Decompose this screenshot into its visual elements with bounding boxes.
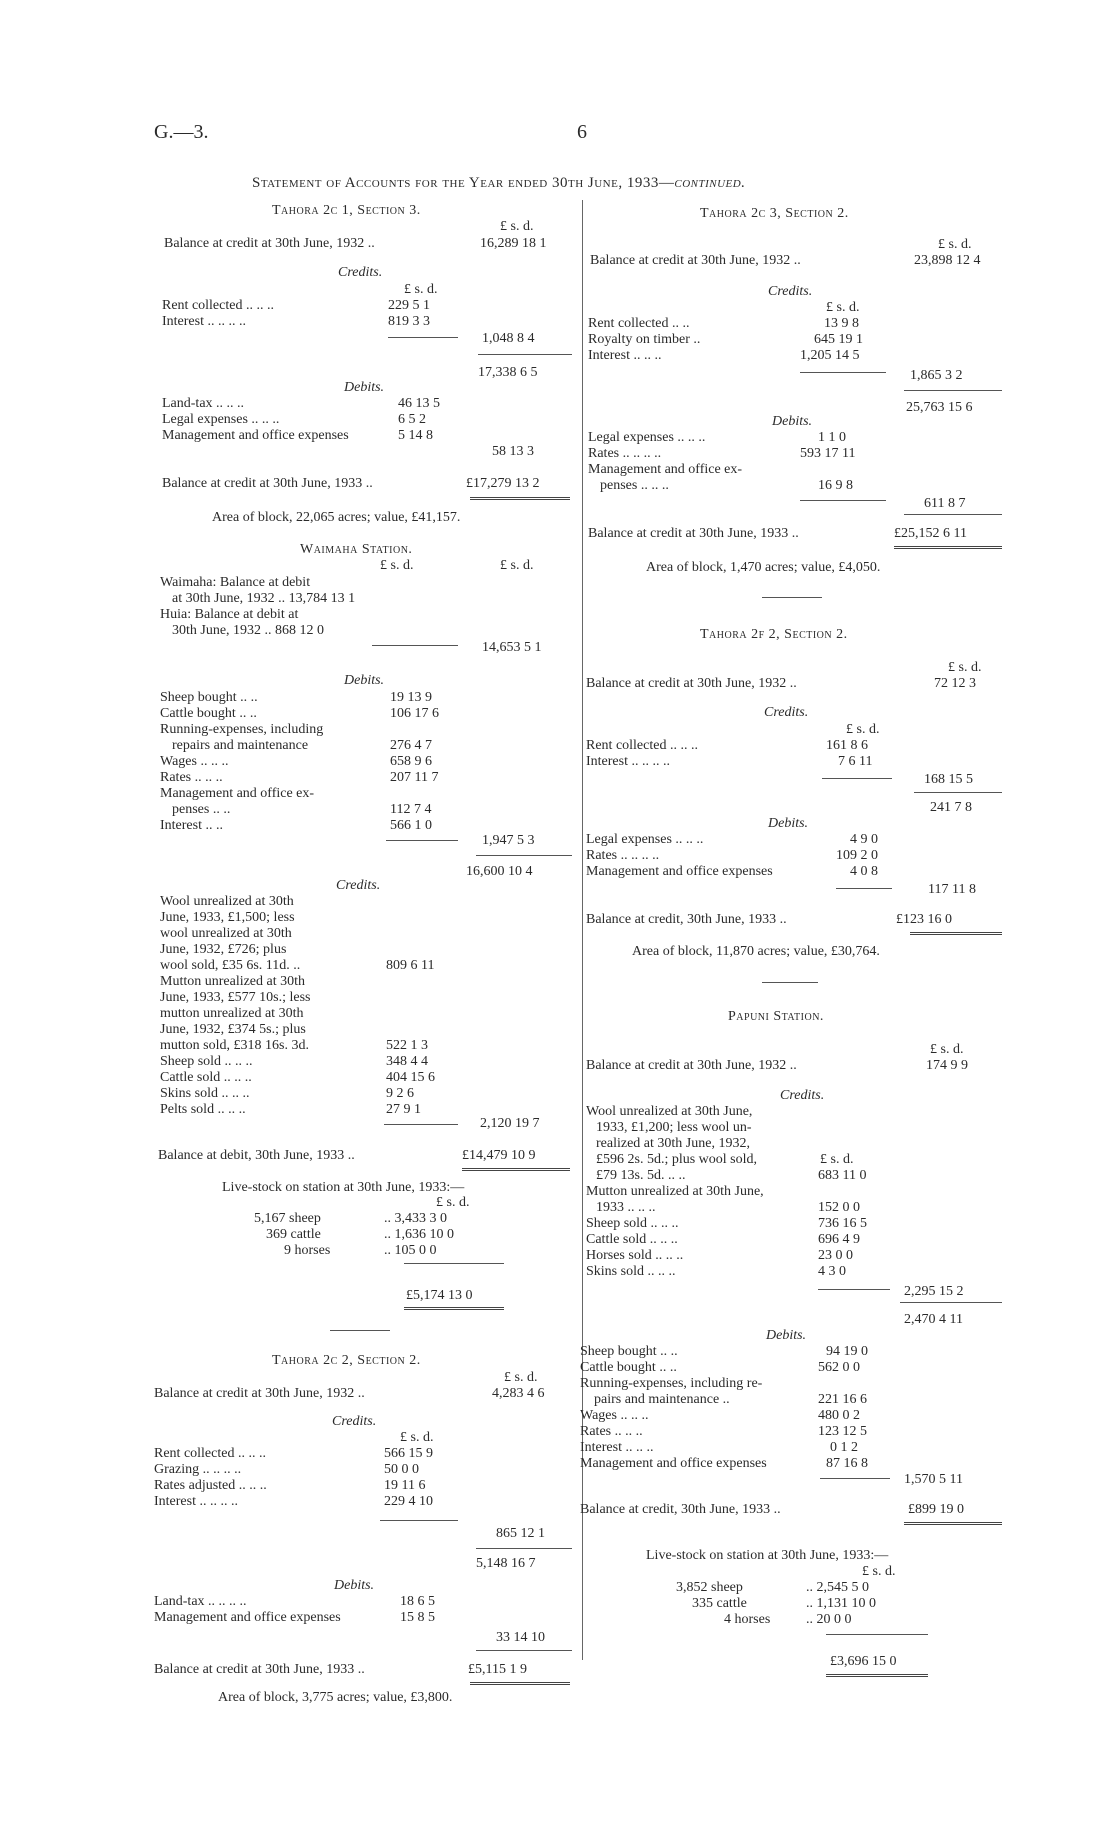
debit-line: Sheep bought .. .. — [580, 1344, 678, 1359]
credit-line: mutton unrealized at 30th — [160, 1006, 304, 1021]
debits-total: 611 8 7 — [924, 496, 966, 511]
subtotal: 241 7 8 — [930, 800, 972, 815]
credit-line: Sheep sold .. .. .. — [586, 1216, 679, 1231]
credit-line: June, 1933, £577 10s.; less — [160, 990, 311, 1005]
rule — [384, 1124, 458, 1125]
debit-value: 16 9 8 — [818, 478, 853, 493]
credit-value: 19 11 6 — [384, 1478, 426, 1493]
debits-total: 58 13 3 — [492, 444, 534, 459]
double-rule — [462, 1168, 570, 1171]
credit-label: Interest .. .. .. — [588, 348, 662, 363]
debits-total: 1,947 5 3 — [482, 833, 535, 848]
debits-head: Debits. — [344, 380, 385, 395]
rule — [900, 1302, 1002, 1303]
credit-value: 229 5 1 — [388, 298, 430, 313]
credit-line: wool unrealized at 30th — [160, 926, 292, 941]
debit-label: Land-tax .. .. .. — [162, 396, 245, 411]
credits-total: 2,120 19 7 — [480, 1116, 540, 1131]
credits-head: Credits. — [338, 265, 383, 280]
rule — [388, 337, 458, 338]
credits-total: 1,865 3 2 — [910, 368, 963, 383]
debit-label: Rates .. .. .. .. — [586, 848, 660, 863]
credit-value: 9 2 6 — [386, 1086, 414, 1101]
closing-balance-value: £5,115 1 9 — [468, 1662, 527, 1677]
section-separator — [330, 1330, 390, 1331]
credit-line: June, 1933, £1,500; less — [160, 910, 295, 925]
credit-line: Wool unrealized at 30th June, — [586, 1104, 753, 1119]
credit-line: Skins sold .. .. .. — [586, 1264, 676, 1279]
credit-label: Interest .. .. .. .. — [154, 1494, 238, 1509]
credit-line: wool sold, £35 6s. 11d. .. — [160, 958, 301, 973]
rule — [800, 372, 886, 373]
debit-label: Legal expenses .. .. .. — [162, 412, 280, 427]
debits-total: 117 11 8 — [928, 882, 976, 897]
credit-value: 645 19 1 — [814, 332, 863, 347]
opening-balance-label: Balance at credit at 30th June, 1932 .. — [586, 676, 797, 691]
closing-balance-value: £123 16 0 — [896, 912, 952, 927]
debit-line: Sheep bought .. .. — [160, 690, 258, 705]
debit-line: Interest .. .. .. — [580, 1440, 654, 1455]
credit-value: 566 15 9 — [384, 1446, 433, 1461]
credit-value: 736 16 5 — [818, 1216, 867, 1231]
livestock-item: 5,167 sheep — [254, 1211, 321, 1226]
column-head: £ s. d. — [504, 1370, 538, 1385]
debit-value: 4 9 0 — [850, 832, 878, 847]
livestock-value: .. 105 0 0 — [384, 1243, 437, 1258]
opening-balance-value: 72 12 3 — [934, 676, 976, 691]
livestock-column-head: £ s. d. — [436, 1195, 470, 1210]
debit-value: 106 17 6 — [390, 706, 439, 721]
closing-balance-value: £17,279 13 2 — [466, 476, 540, 491]
credit-label: Rent collected .. .. .. — [586, 738, 698, 753]
credit-line: Mutton unrealized at 30th June, — [586, 1184, 764, 1199]
debit-line: Interest .. .. — [160, 818, 223, 833]
debit-value: 94 19 0 — [826, 1344, 868, 1359]
credit-label: Rent collected .. .. — [588, 316, 690, 331]
credit-label: Interest .. .. .. .. — [586, 754, 670, 769]
closing-balance-label: Balance at credit, 30th June, 1933 .. — [586, 912, 787, 927]
section-title: Tahora 2c 1, Section 3. — [272, 203, 421, 218]
debit-value: 46 13 5 — [398, 396, 440, 411]
credit-value: 7 6 11 — [838, 754, 873, 769]
rule — [836, 888, 892, 889]
subtotal: 2,470 4 11 — [904, 1312, 963, 1327]
area-note: Area of block, 22,065 acres; value, £41,157. — [212, 510, 461, 525]
rule — [476, 855, 572, 856]
debit-value: 207 11 7 — [390, 770, 439, 785]
livestock-item: 3,852 sheep — [676, 1580, 743, 1595]
double-rule — [910, 932, 1002, 935]
opening-line: Huia: Balance at debit at — [160, 607, 299, 622]
document-code: G.—3. — [154, 121, 209, 143]
page-number: 6 — [577, 121, 587, 143]
debit-value: 109 2 0 — [836, 848, 878, 863]
debit-line: Management and office ex- — [160, 786, 315, 801]
credits-column-head: £ s. d. — [826, 300, 860, 315]
closing-balance-label: Balance at credit, 30th June, 1933 .. — [580, 1502, 781, 1517]
rule — [904, 514, 1002, 515]
debits-head: Debits. — [344, 673, 385, 688]
credit-value: 23 0 0 — [818, 1248, 853, 1263]
debit-value: 19 13 9 — [390, 690, 432, 705]
double-rule — [904, 1522, 1002, 1525]
livestock-total: £3,696 15 0 — [830, 1654, 897, 1669]
opening-balance-value: 16,289 18 1 — [480, 236, 547, 251]
column-head: £ s. d. — [938, 237, 972, 252]
credit-label: Grazing .. .. .. .. — [154, 1462, 242, 1477]
rule — [386, 840, 458, 841]
credits-column-head: £ s. d. — [820, 1152, 854, 1167]
credit-value: 152 0 0 — [818, 1200, 860, 1215]
credit-line: £596 2s. 5d.; plus wool sold, — [596, 1152, 758, 1167]
area-note: Area of block, 11,870 acres; value, £30,764. — [632, 944, 880, 959]
debit-label: Management and office expenses — [586, 864, 773, 879]
credits-head: Credits. — [336, 878, 381, 893]
credits-total: 1,048 8 4 — [482, 331, 535, 346]
debit-label: Management and office expenses — [162, 428, 349, 443]
debit-value: 0 1 2 — [830, 1440, 858, 1455]
column-head: £ s. d. — [500, 219, 534, 234]
opening-balance-label: Balance at credit at 30th June, 1932 .. — [154, 1386, 365, 1401]
debit-label: Legal expenses .. .. .. — [586, 832, 704, 847]
credit-line: Sheep sold .. .. .. — [160, 1054, 253, 1069]
debit-value: 15 8 5 — [400, 1610, 435, 1625]
debit-value: 18 6 5 — [400, 1594, 435, 1609]
rule — [476, 1548, 572, 1549]
rule — [372, 645, 458, 646]
credit-label: Rent collected .. .. .. — [162, 298, 274, 313]
debit-value: 276 4 7 — [390, 738, 432, 753]
debit-value: 112 7 4 — [390, 802, 432, 817]
debits-total: 33 14 10 — [496, 1630, 545, 1645]
rule — [820, 1478, 890, 1479]
credit-line: Cattle sold .. .. .. — [160, 1070, 252, 1085]
section-title: Waimaha Station. — [300, 542, 413, 557]
credit-value: 819 3 3 — [388, 314, 430, 329]
page-title — [252, 175, 745, 191]
credit-line: June, 1932, £726; plus — [160, 942, 287, 957]
livestock-item: 4 horses — [724, 1612, 771, 1627]
rule — [818, 1289, 890, 1290]
credit-line: Cattle sold .. .. .. — [586, 1232, 678, 1247]
credit-line: Pelts sold .. .. .. — [160, 1102, 246, 1117]
livestock-value: .. 1,636 10 0 — [384, 1227, 454, 1242]
debit-value: 480 0 2 — [818, 1408, 860, 1423]
credit-value: 522 1 3 — [386, 1038, 428, 1053]
debit-label: Land-tax .. .. .. .. — [154, 1594, 247, 1609]
rule — [822, 778, 892, 779]
double-rule — [826, 1674, 928, 1677]
credits-head: Credits. — [780, 1088, 825, 1103]
credit-value: 4 3 0 — [818, 1264, 846, 1279]
opening-line: at 30th June, 1932 .. 13,784 13 1 — [172, 591, 356, 606]
debit-value: 658 9 6 — [390, 754, 432, 769]
double-rule — [470, 1682, 570, 1685]
credit-value: 229 4 10 — [384, 1494, 433, 1509]
closing-balance-value: £899 19 0 — [908, 1502, 964, 1517]
credit-label: Royalty on timber .. — [588, 332, 701, 347]
opening-balance-label: Balance at credit at 30th June, 1932 .. — [164, 236, 375, 251]
livestock-value: .. 1,131 10 0 — [806, 1596, 876, 1611]
closing-balance-value: £25,152 6 11 — [894, 526, 967, 541]
livestock-value: .. 20 0 0 — [806, 1612, 852, 1627]
closing-balance-label: Balance at credit at 30th June, 1933 .. — [154, 1662, 365, 1677]
credit-value: 348 4 4 — [386, 1054, 428, 1069]
opening-line: Waimaha: Balance at debit — [160, 575, 311, 590]
double-rule — [470, 497, 570, 500]
credit-value: 50 0 0 — [384, 1462, 419, 1477]
credit-line: Mutton unrealized at 30th — [160, 974, 306, 989]
livestock-item: 335 cattle — [692, 1596, 747, 1611]
debits-head: Debits. — [766, 1328, 807, 1343]
debit-value: 87 16 8 — [826, 1456, 868, 1471]
credits-total: 168 15 5 — [924, 772, 973, 787]
credit-line: £79 13s. 5d. .. .. — [596, 1168, 686, 1183]
section-title: Papuni Station. — [728, 1009, 824, 1024]
opening-balance-value: 23,898 12 4 — [914, 253, 981, 268]
page-title-cont: continued. — [674, 175, 746, 191]
livestock-total: £5,174 13 0 — [406, 1288, 473, 1303]
debit-line: Cattle bought .. .. — [580, 1360, 677, 1375]
credit-label: Rates adjusted .. .. .. — [154, 1478, 267, 1493]
section-title: Tahora 2c 2, Section 2. — [272, 1353, 421, 1368]
credit-line: Skins sold .. .. .. — [160, 1086, 250, 1101]
debit-line: repairs and maintenance — [172, 738, 309, 753]
credit-line: June, 1932, £374 5s.; plus — [160, 1022, 306, 1037]
credit-label: Interest .. .. .. .. — [162, 314, 246, 329]
double-rule — [404, 1307, 504, 1310]
closing-balance-label: Balance at credit at 30th June, 1933 .. — [162, 476, 373, 491]
section-title: Tahora 2c 3, Section 2. — [700, 206, 849, 221]
subtotal: 5,148 16 7 — [476, 1556, 536, 1571]
area-note: Area of block, 3,775 acres; value, £3,800. — [218, 1690, 453, 1705]
opening-balance-value: 4,283 4 6 — [492, 1386, 545, 1401]
debit-value: 593 17 11 — [800, 446, 856, 461]
credits-head: Credits. — [768, 284, 813, 299]
debit-line: Cattle bought .. .. — [160, 706, 257, 721]
livestock-value: .. 3,433 3 0 — [384, 1211, 447, 1226]
debit-line: penses .. .. .. — [600, 478, 669, 493]
rule — [478, 354, 572, 355]
opening-line: 30th June, 1932 .. 868 12 0 — [172, 623, 325, 638]
debits-head: Debits. — [772, 414, 813, 429]
closing-balance-label: Balance at credit at 30th June, 1933 .. — [588, 526, 799, 541]
credit-value: 683 11 0 — [818, 1168, 867, 1183]
opening-balance-label: Balance at credit at 30th June, 1932 .. — [586, 1058, 797, 1073]
section-separator — [762, 597, 822, 598]
credits-head: Credits. — [332, 1414, 377, 1429]
livestock-item: 9 horses — [284, 1243, 331, 1258]
rule — [380, 1520, 458, 1521]
credits-column-head: £ s. d. — [400, 1430, 434, 1445]
debit-value: 1 1 0 — [818, 430, 846, 445]
debit-line: Rates .. .. .. — [160, 770, 223, 785]
rule — [826, 1634, 928, 1635]
debit-value: 6 5 2 — [398, 412, 426, 427]
credit-value: 161 8 6 — [826, 738, 868, 753]
credits-column-head: £ s. d. — [404, 282, 438, 297]
credit-value: 1,205 14 5 — [800, 348, 860, 363]
debit-line: Management and office ex- — [588, 462, 743, 477]
section-separator — [762, 982, 818, 983]
debit-line: Rates .. .. .. — [580, 1424, 643, 1439]
credit-value: 13 9 8 — [824, 316, 859, 331]
debit-value: 123 12 5 — [818, 1424, 867, 1439]
credits-head: Credits. — [764, 705, 809, 720]
debit-line: Legal expenses .. .. .. — [588, 430, 706, 445]
credit-line: mutton sold, £318 16s. 3d. — [160, 1038, 309, 1053]
credits-column-head: £ s. d. — [846, 722, 880, 737]
rule — [914, 792, 1002, 793]
rule — [904, 390, 1002, 391]
closing-balance-label: Balance at debit, 30th June, 1933 .. — [158, 1148, 355, 1163]
credit-value: 27 9 1 — [386, 1102, 421, 1117]
credits-total: 865 12 1 — [496, 1526, 545, 1541]
rule — [404, 1263, 504, 1264]
credit-value: 696 4 9 — [818, 1232, 860, 1247]
rule — [476, 1650, 572, 1651]
subtotal: 17,338 6 5 — [478, 365, 538, 380]
opening-total: 14,653 5 1 — [482, 640, 542, 655]
debit-line: Management and office expenses — [580, 1456, 767, 1471]
column-head-a: £ s. d. — [380, 558, 414, 573]
debits-total: 1,570 5 11 — [904, 1472, 963, 1487]
debits-head: Debits. — [768, 816, 809, 831]
column-head-b: £ s. d. — [500, 558, 534, 573]
debit-value: 566 1 0 — [390, 818, 432, 833]
credit-line: 1933 .. .. .. — [596, 1200, 656, 1215]
opening-balance-label: Balance at credit at 30th June, 1932 .. — [590, 253, 801, 268]
page-title-main: Statement of Accounts for the Year ended 30th June, 1933— — [252, 175, 675, 191]
rule — [800, 500, 886, 501]
area-note: Area of block, 1,470 acres; value, £4,050. — [646, 560, 881, 575]
closing-balance-value: £14,479 10 9 — [462, 1148, 536, 1163]
livestock-title: Live-stock on station at 30th June, 1933:— — [646, 1548, 889, 1563]
debit-line: Wages .. .. .. — [160, 754, 229, 769]
subtotal: 16,600 10 4 — [466, 864, 533, 879]
debit-line: pairs and maintenance .. — [594, 1392, 730, 1407]
livestock-item: 369 cattle — [266, 1227, 321, 1242]
debit-line: Wages .. .. .. — [580, 1408, 649, 1423]
debit-line: Running-expenses, including — [160, 722, 324, 737]
debit-value: 562 0 0 — [818, 1360, 860, 1375]
credits-total: 2,295 15 2 — [904, 1284, 964, 1299]
debit-line: Rates .. .. .. .. — [588, 446, 662, 461]
column-head: £ s. d. — [930, 1042, 964, 1057]
credit-line: Horses sold .. .. .. — [586, 1248, 684, 1263]
debit-value: 5 14 8 — [398, 428, 433, 443]
credit-value: 809 6 11 — [386, 958, 435, 973]
debit-value: 4 0 8 — [850, 864, 878, 879]
credit-line: 1933, £1,200; less wool un- — [596, 1120, 752, 1135]
debit-line: penses .. .. — [172, 802, 231, 817]
debit-label: Management and office expenses — [154, 1610, 341, 1625]
credit-value: 404 15 6 — [386, 1070, 435, 1085]
debit-line: Running-expenses, including re- — [580, 1376, 763, 1391]
opening-balance-value: 174 9 9 — [926, 1058, 968, 1073]
debit-value: 221 16 6 — [818, 1392, 867, 1407]
livestock-column-head: £ s. d. — [862, 1564, 896, 1579]
section-title: Tahora 2f 2, Section 2. — [700, 627, 848, 642]
livestock-value: .. 2,545 5 0 — [806, 1580, 869, 1595]
double-rule — [894, 546, 1002, 549]
credit-label: Rent collected .. .. .. — [154, 1446, 266, 1461]
credit-line: realized at 30th June, 1932, — [596, 1136, 750, 1151]
credit-line: Wool unrealized at 30th — [160, 894, 294, 909]
debits-head: Debits. — [334, 1578, 375, 1593]
livestock-title: Live-stock on station at 30th June, 1933:— — [222, 1180, 465, 1195]
column-head: £ s. d. — [948, 660, 982, 675]
subtotal: 25,763 15 6 — [906, 400, 973, 415]
